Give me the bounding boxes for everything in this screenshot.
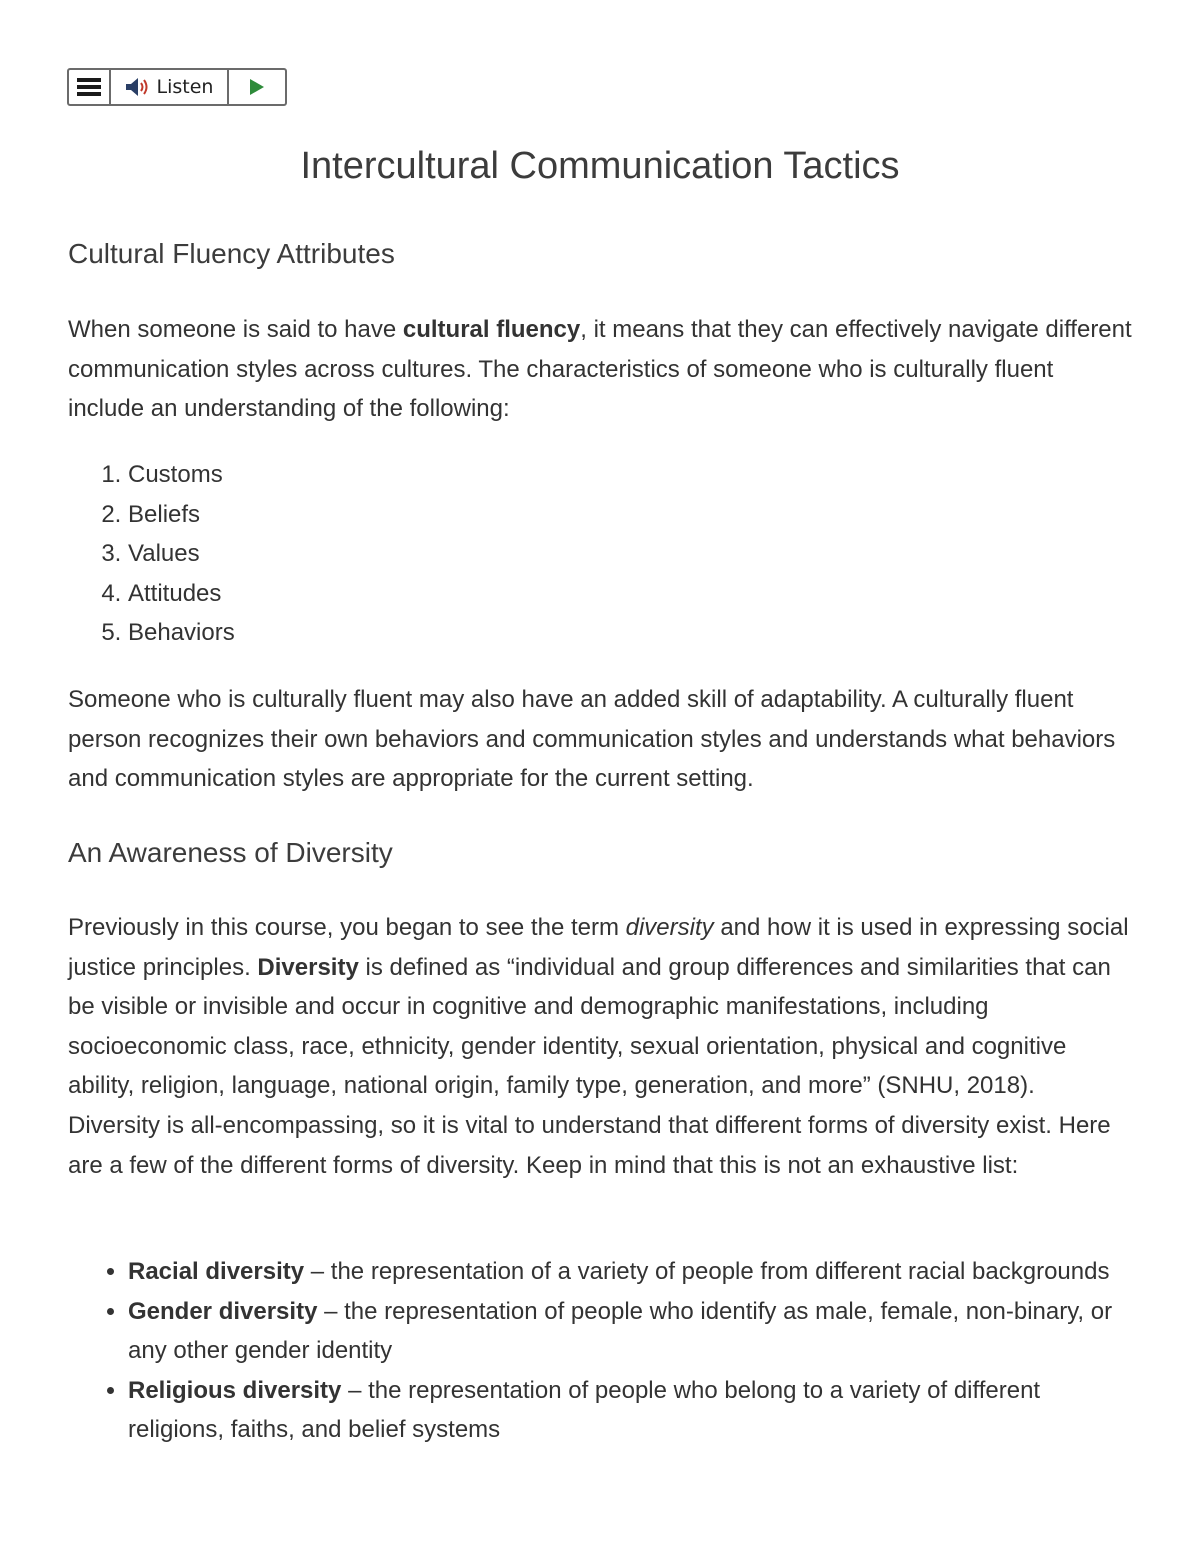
diversity-text-mid: and how it is used in expressing social justice principles. (68, 914, 1129, 981)
play-button[interactable] (229, 70, 285, 104)
list-item: 1. Customs (128, 455, 1133, 495)
listen-button[interactable] (111, 70, 229, 104)
cultural-fluency-closing: Someone who is culturally fluent may also have an added skill of adaptability. A culturally fluent person recognizes their own behaviors and communication styles and understands what behaviors and communication styles are appropriate for the current setting. (68, 686, 1116, 793)
diversity-text-pre: Previously in this course, you began to see the term (68, 914, 626, 941)
diversity-forms-list (68, 1252, 1133, 1450)
fluency-attributes-list (68, 455, 1133, 653)
bullet-desc: – the representation of people who belong to a variety of different religions, faiths, and belief systems (128, 1376, 1041, 1444)
intro-text-pre: When someone is said to have (68, 316, 403, 343)
speaker-icon (125, 76, 151, 98)
diversity-text-post: is defined as “individual and group differences and similarities that can be visible or invisible and occur in cognitive and demographic manifestations, including socioeconomic class, race, ethnicity, gender identity, sexual orientation, physical and cognitive ability, religion, language, national origin, family type, generation, and more” (SNHU, 2018). Diversity is all-encompassing, so it is vital to understand that different forms of diversity exist. Here are a few of the different forms of diversity. Keep in mind that this is not an exhaustive list: (68, 953, 1111, 1179)
bullet-term: Racial diversity (128, 1258, 305, 1285)
section-heading-diversity: An Awareness of Diversity (68, 837, 393, 868)
list-item: 2. Beliefs (128, 495, 1133, 535)
bullet-term: Religious diversity (128, 1376, 342, 1404)
bullet-desc: – the representation of people who identify as male, female, non-binary, or any other gender identity (128, 1297, 1113, 1365)
list-item: 4. Attitudes (128, 574, 1133, 614)
bullet-desc: – the representation of a variety of people from different racial backgrounds (304, 1258, 1110, 1285)
listen-toolbar (67, 68, 287, 106)
list-item (128, 1252, 1133, 1292)
menu-button[interactable] (69, 70, 111, 104)
intro-term-bold: cultural fluency (402, 316, 581, 343)
hamburger-menu-icon (77, 78, 101, 96)
diversity-term-bold: Diversity (257, 953, 359, 981)
list-item (128, 1371, 1133, 1450)
list-item: 5. Behaviors (128, 613, 1133, 653)
cultural-fluency-intro (68, 310, 1133, 429)
intro-text-post: , it means that they can effectively navigate different communication styles across cultures. The characteristics of someone who is culturally fluent include an understanding of the following: (68, 316, 1132, 423)
play-icon (249, 78, 265, 96)
diversity-paragraph (68, 908, 1133, 1185)
list-item: 3. Values (128, 534, 1133, 574)
list-item (128, 1292, 1133, 1371)
page-title: Intercultural Communication Tactics (300, 145, 900, 187)
section-heading-cultural-fluency: Cultural Fluency Attributes (68, 238, 395, 269)
bullet-term: Gender diversity (128, 1297, 318, 1325)
listen-label: Listen (156, 76, 214, 98)
diversity-term-italic: diversity (625, 914, 714, 941)
